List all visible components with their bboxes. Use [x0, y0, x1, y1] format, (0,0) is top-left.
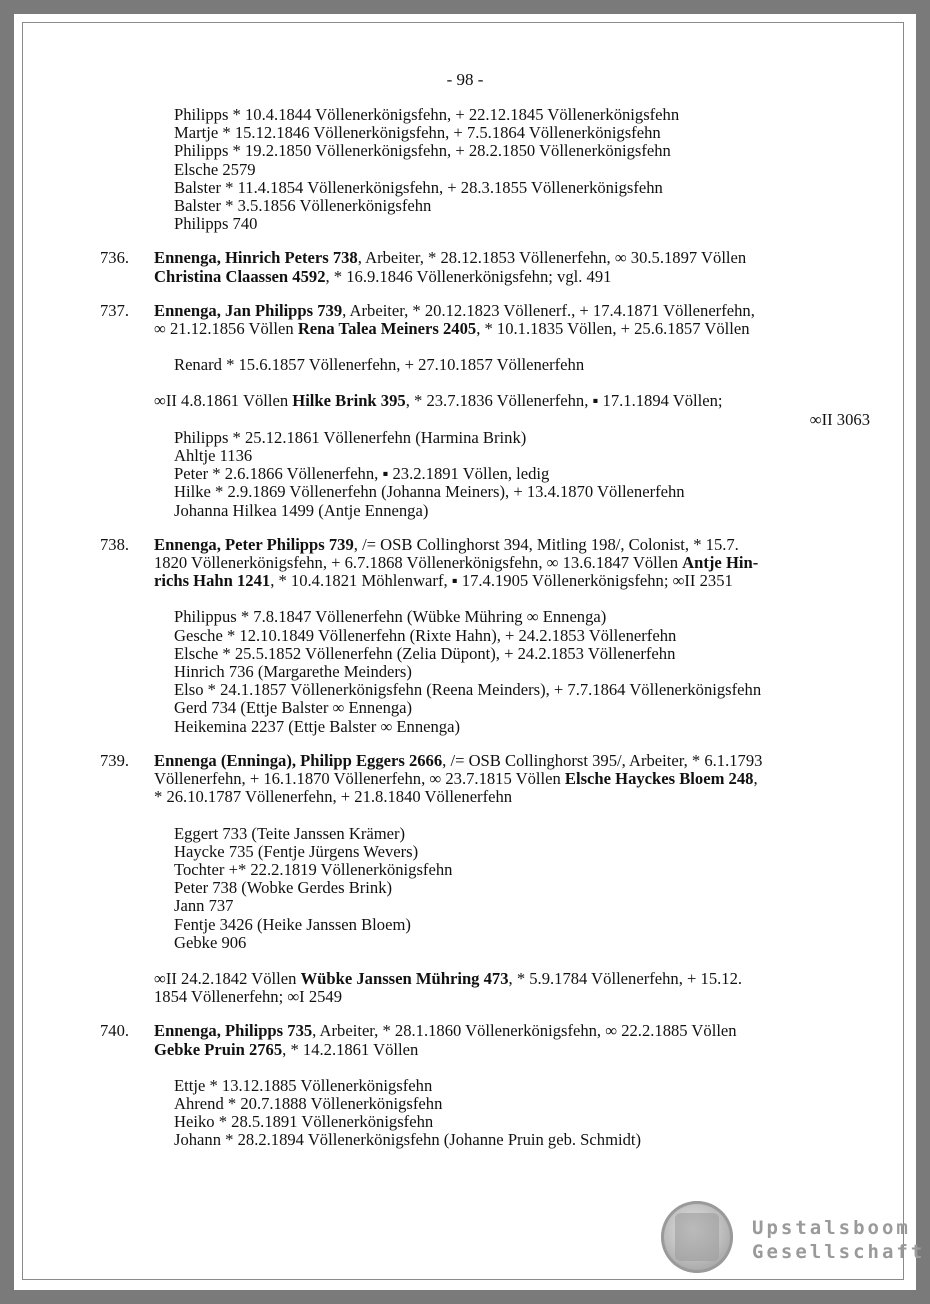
spouse-name: Hilke Brink 395 — [292, 391, 406, 411]
child-line: Ettje * 13.12.1885 Völlenerkönigsfehn — [174, 1075, 433, 1095]
entry-number: 740. — [100, 1021, 130, 1041]
child-line: Heikemina 2237 (Ettje Balster ∞ Ennenga) — [174, 716, 460, 736]
entry-line — [154, 392, 870, 410]
person-name: Ennenga, Jan Philipps 739 — [154, 300, 343, 320]
child-line: Heiko * 28.5.1891 Völlenerkönigsfehn — [174, 1112, 434, 1132]
entry-740 — [100, 1022, 870, 1149]
entry-text: , * 5.9.1784 Völlenerfehn, + 15.12. — [508, 968, 743, 988]
child-line: Hilke * 2.9.1869 Völlenerfehn (Johanna Meiners), + 13.4.1870 Völlenerfehn — [174, 482, 685, 502]
child-line: Peter * 2.6.1866 Völlenerfehn, ▪ 23.2.1891 Völlen, ledig — [174, 464, 550, 484]
child-line: Gerd 734 (Ettje Balster ∞ Ennenga) — [174, 698, 413, 718]
child-line: Renard * 15.6.1857 Völlenerfehn, + 27.10.1857 Völlenerfehn — [174, 355, 585, 375]
child-line: Hinrich 736 (Margarethe Meinders) — [174, 662, 412, 682]
child-line: Peter 738 (Wobke Gerdes Brink) — [174, 878, 393, 898]
entry-number: 737. — [100, 300, 130, 320]
entry-line — [154, 536, 870, 554]
child-line: Gebke 906 — [174, 932, 247, 952]
entry-line — [154, 1041, 870, 1059]
entry-text: ∞II 4.8.1861 Völlen — [154, 391, 293, 411]
entry-line: * 26.10.1787 Völlenerfehn, + 21.8.1840 Völlenerfehn — [154, 787, 513, 807]
entry-line — [154, 268, 870, 286]
entry-line — [154, 554, 870, 572]
spouse-name: Rena Talea Meiners 2405 — [297, 319, 477, 339]
child-line: Eggert 733 (Teite Janssen Krämer) — [174, 823, 406, 843]
spouse-name: Christina Claassen 4592 — [154, 266, 326, 286]
entry-text: , Arbeiter, * 28.1.1860 Völlenerkönigsfehn, ∞ 22.2.1885 Völlen — [312, 1021, 737, 1041]
entry-text: ∞ 21.12.1856 Völlen — [154, 319, 298, 339]
entry-text: , * 10.4.1821 Möhlenwarf, ▪ 17.4.1905 Völlenerkönigsfehn; ∞II 2351 — [270, 571, 733, 591]
seal-icon — [661, 1201, 733, 1273]
child-line: Martje * 15.12.1846 Völlenerkönigsfehn, + 7.5.1864 Völlenerkönigsfehn — [174, 123, 661, 143]
entry-text: , Arbeiter, * 28.12.1853 Völlenerfehn, ∞ 30.5.1897 Völlen — [357, 248, 747, 268]
entry-line — [154, 572, 870, 590]
spouse-name: richs Hahn 1241 — [154, 571, 271, 591]
child-line: Johanna Hilkea 1499 (Antje Ennenga) — [174, 500, 429, 520]
child-line: Philippus * 7.8.1847 Völlenerfehn (Wübke Mühring ∞ Ennenga) — [174, 607, 607, 627]
document-body — [100, 106, 870, 1150]
entry-text: , * 14.2.1861 Völlen — [282, 1039, 419, 1059]
entry-text: , * 16.9.1846 Völlenerkönigsfehn; vgl. 491 — [325, 266, 612, 286]
entry-number: 739. — [100, 750, 130, 770]
spouse-name: Gebke Pruin 2765 — [154, 1039, 283, 1059]
entry-text: 1820 Völlenerkönigsfehn, + 6.7.1868 Völlenerkönigsfehn, ∞ 13.6.1847 Völlen — [154, 553, 683, 573]
entry-number: 736. — [100, 248, 130, 268]
brand-line: Upstalsboom — [752, 1217, 911, 1239]
child-line: Johann * 28.2.1894 Völlenerkönigsfehn (Johanne Pruin geb. Schmidt) — [174, 1130, 642, 1150]
entry-736 — [100, 249, 870, 285]
person-name: Ennenga, Philipps 735 — [154, 1021, 313, 1041]
brand-line: Gesellschaft — [752, 1241, 926, 1263]
entry-line — [154, 1022, 870, 1040]
child-line: Philipps * 10.4.1844 Völlenerkönigsfehn, + 22.12.1845 Völlenerkönigsfehn — [174, 105, 680, 124]
entry-text: , /= OSB Collinghorst 395/, Arbeiter, * 6.1.1793 — [442, 750, 763, 770]
entry-line — [154, 752, 870, 770]
page-number: - 98 - — [446, 70, 484, 89]
child-line: Tochter +* 22.2.1819 Völlenerkönigsfehn — [174, 859, 453, 879]
child-line: Balster * 11.4.1854 Völlenerkönigsfehn, + 28.3.1855 Völlenerkönigsfehn — [174, 177, 663, 197]
entry-text: , /= OSB Collinghorst 394, Mitling 198/, Colonist, * 15.7. — [353, 534, 739, 554]
child-line: Haycke 735 (Fentje Jürgens Wevers) — [174, 841, 419, 861]
entry-text: Völlenerfehn, + 16.1.1870 Völlenerfehn, ∞ 23.7.1815 Völlen — [154, 769, 565, 789]
entry-text: , * 10.1.1835 Völlen, + 25.6.1857 Völlen — [476, 319, 750, 339]
child-line: Philipps * 25.12.1861 Völlenerfehn (Harmina Brink) — [174, 427, 527, 447]
entry-739 — [100, 752, 870, 1006]
person-name: Ennenga (Enninga), Philipp Eggers 2666 — [154, 750, 443, 770]
child-line: Gesche * 12.10.1849 Völlenerfehn (Rixte Hahn), + 24.2.1853 Völlenerfehn — [174, 625, 677, 645]
entry-text: , * 23.7.1836 Völlenerfehn, ▪ 17.1.1894 Völlen; — [405, 391, 723, 411]
child-line: Ahrend * 20.7.1888 Völlenerkönigsfehn — [174, 1093, 443, 1113]
child-line: Fentje 3426 (Heike Janssen Bloem) — [174, 914, 411, 934]
child-line: Elso * 24.1.1857 Völlenerkönigsfehn (Reena Meinders), + 7.7.1864 Völlenerkönigsfehn — [174, 680, 762, 700]
person-name: Ennenga, Hinrich Peters 738 — [154, 248, 358, 268]
entry-line — [154, 302, 870, 320]
entry-line: 1854 Völlenerfehn; ∞I 2549 — [154, 987, 343, 1007]
child-line: Philipps * 19.2.1850 Völlenerkönigsfehn, + 28.2.1850 Völlenerkönigsfehn — [174, 141, 671, 161]
entry-text: ∞II 24.2.1842 Völlen — [154, 968, 301, 988]
entry-line — [154, 249, 870, 267]
continuation-children — [100, 106, 870, 233]
spouse-name: Antje Hin- — [682, 553, 759, 573]
cross-reference: ∞II 3063 — [809, 409, 870, 429]
child-line: Elsche 2579 — [174, 159, 256, 179]
entry-text: , Arbeiter, * 20.12.1823 Völlenerf., + 17.4.1871 Völlenerfehn, — [342, 300, 755, 320]
publisher-brand — [752, 1216, 925, 1264]
child-line: Jann 737 — [174, 896, 234, 916]
child-line: Elsche * 25.5.1852 Völlenerfehn (Zelia Düpont), + 24.2.1853 Völlenerfehn — [174, 643, 676, 663]
entry-line — [154, 970, 870, 988]
entry-text: , — [753, 769, 758, 789]
child-line: Ahltje 1136 — [174, 446, 253, 466]
spouse-name: Wübke Janssen Mühring 473 — [300, 968, 509, 988]
entry-number: 738. — [100, 534, 130, 554]
entry-line — [154, 320, 870, 338]
spouse-name: Elsche Hayckes Bloem 248 — [564, 769, 754, 789]
entry-738 — [100, 536, 870, 736]
person-name: Ennenga, Peter Philipps 739 — [154, 534, 354, 554]
child-line: Balster * 3.5.1856 Völlenerkönigsfehn — [174, 196, 432, 216]
child-line: Philipps 740 — [174, 214, 258, 234]
entry-737 — [100, 302, 870, 520]
entry-line — [154, 770, 870, 788]
